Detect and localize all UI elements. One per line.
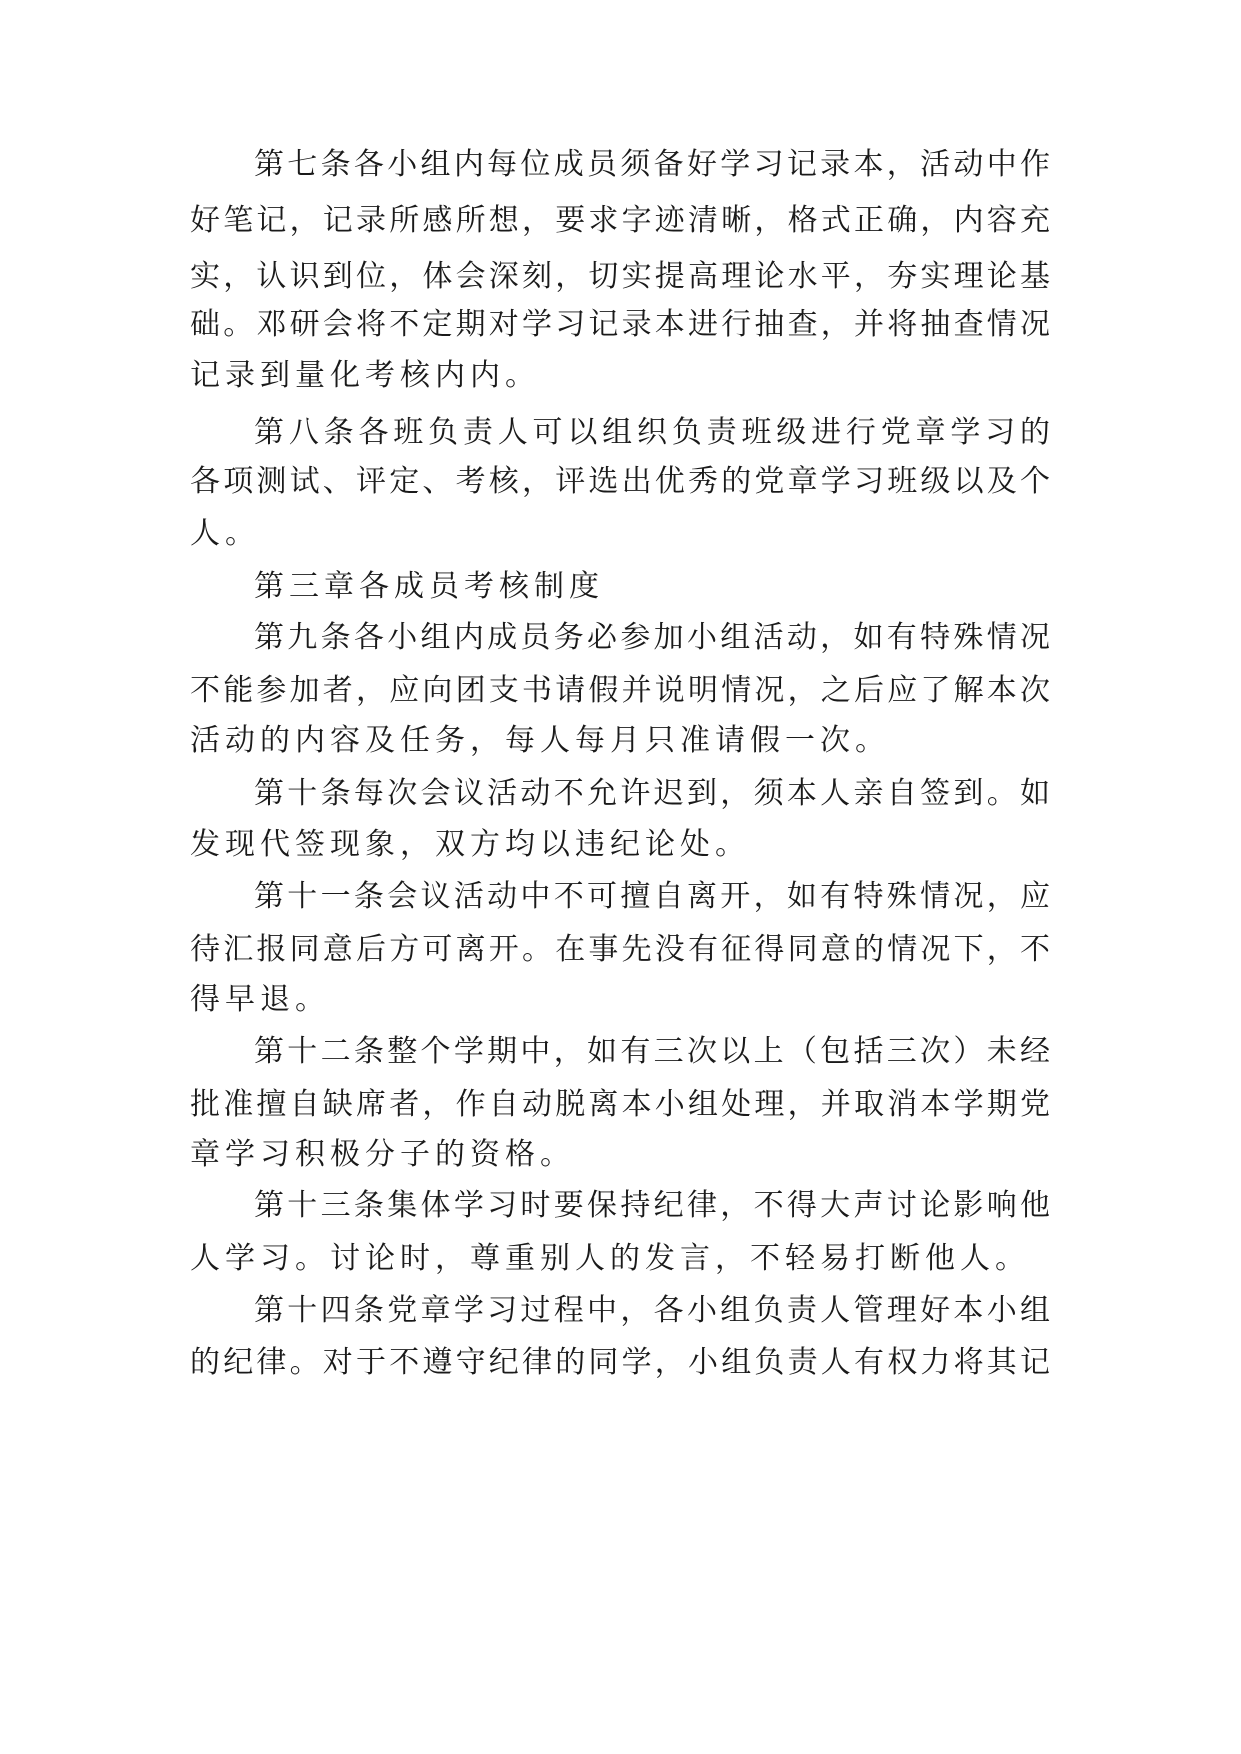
text-line: 发现代签现象，双方均以违纪论处。 (190, 827, 750, 862)
text-line: 础。邓研会将不定期对学习记录本进行抽查，并将抽查情况 (190, 307, 1050, 342)
text-line: 第十三条集体学习时要保持纪律，不得大声讨论影响他 (254, 1188, 1050, 1223)
text-line: 人。 (190, 516, 260, 551)
text-line: 记录到量化考核内内。 (190, 358, 540, 393)
text-line: 章学习积极分子的资格。 (190, 1137, 575, 1172)
text-line: 第十四条党章学习过程中，各小组负责人管理好本小组 (254, 1293, 1050, 1328)
text-line: 实，认识到位，体会深刻，切实提高理论水平，夯实理论基 (190, 259, 1050, 294)
text-line: 第八条各班负责人可以组织负责班级进行党章学习的 (254, 415, 1050, 450)
text-line: 待汇报同意后方可离开。在事先没有征得同意的情况下，不 (190, 932, 1050, 967)
text-line: 的纪律。对于不遵守纪律的同学，小组负责人有权力将其记 (190, 1345, 1050, 1380)
text-line: 各项测试、评定、考核，评选出优秀的党章学习班级以及个 (190, 464, 1050, 499)
text-line: 第十条每次会议活动不允许迟到，须本人亲自签到。如 (254, 776, 1050, 811)
text-line: 第七条各小组内每位成员须备好学习记录本，活动中作 (254, 147, 1050, 182)
text-line: 好笔记，记录所感所想，要求字迹清晰，格式正确，内容充 (190, 203, 1050, 238)
text-line: 不能参加者，应向团支书请假并说明情况，之后应了解本次 (190, 673, 1050, 708)
section-heading: 第三章各成员考核制度 (254, 569, 604, 604)
text-line: 第九条各小组内成员务必参加小组活动，如有特殊情况 (254, 620, 1050, 655)
text-line: 批准擅自缺席者，作自动脱离本小组处理，并取消本学期党 (190, 1087, 1050, 1122)
text-line: 人学习。讨论时，尊重别人的发言，不轻易打断他人。 (190, 1241, 1030, 1276)
text-line: 活动的内容及任务，每人每月只准请假一次。 (190, 723, 890, 758)
text-line: 得早退。 (190, 982, 330, 1017)
text-line: 第十一条会议活动中不可擅自离开，如有特殊情况，应 (254, 879, 1050, 914)
text-line: 第十二条整个学期中，如有三次以上（包括三次）未经 (254, 1034, 1050, 1069)
